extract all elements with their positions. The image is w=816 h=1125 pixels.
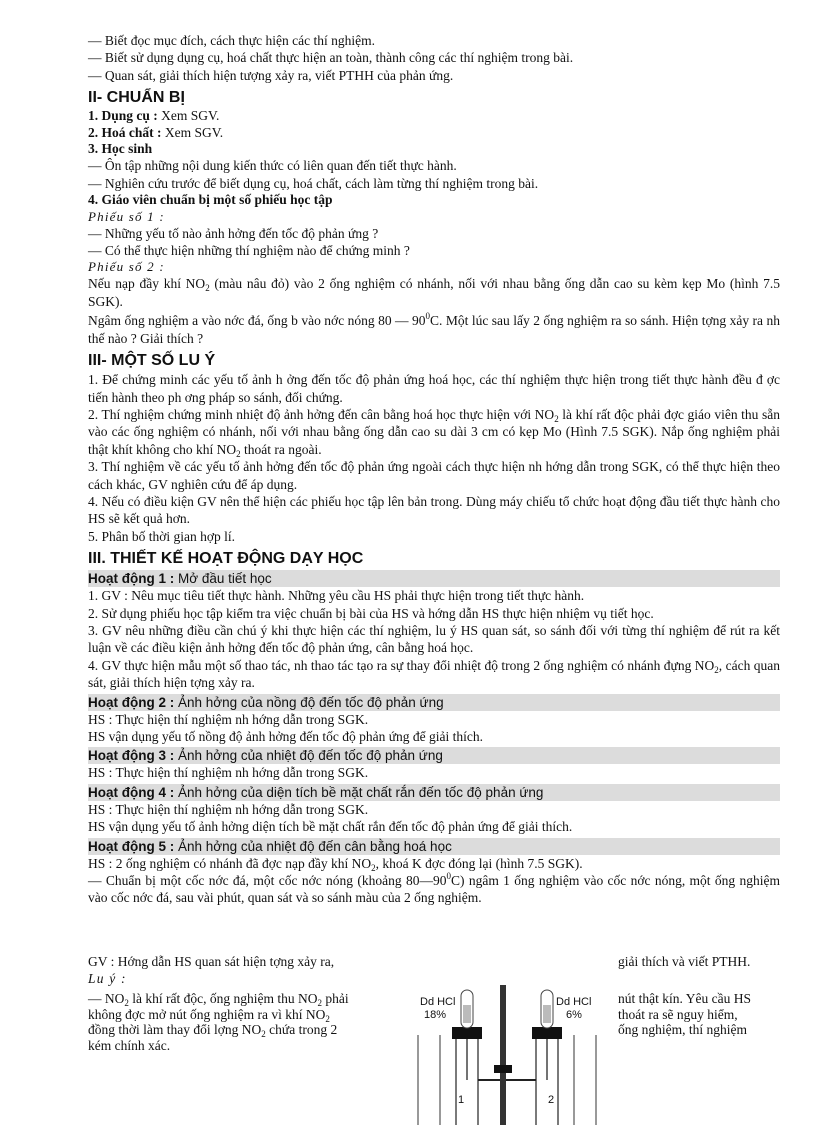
label-tube-1: 1	[458, 1094, 465, 1106]
activity-1-p2: 2. Sử dụng phiếu học tập kiểm tra việc chuẩn bị bài của HS và hớng dẫn HS thực hiện nhiệm vụ tiết học.	[88, 605, 654, 621]
dropper-right-bulb	[543, 1005, 551, 1023]
worksheet-2-label: Phiếu số 2 :	[88, 259, 165, 275]
wrapped-right-line-3: ống nghiệm, thí nghiệm	[618, 1022, 747, 1037]
note-2: 2. Thí nghiệm chứng minh nhiệt độ ảnh hởng đến cân bằng hoá học thực hiện với $NO_2$ là khí rất độc phải đợc giáo viên thu sẵn vào các ống nghiệm có nhánh, nối với nhau bằng ống dẫn cao su dài 3 cm có kẹp Mo (Hình 7.5 SGK). Nắp ống nghiệm phải thật khít không cho khí $NO_2$ thoát ra ngoài.	[88, 406, 780, 459]
note-4: 4. Nếu có điều kiện GV nên thể hiện các phiếu học tập lên bản trong. Dùng máy chiếu tổ chức hoạt động đầu tiết thực hành cho HS sẽ kết quả hơn.	[88, 493, 780, 527]
wrapped-left-line-4: kém chính xác.	[88, 1037, 171, 1053]
note-1: 1. Để chứng minh các yếu tố ảnh h ởng đến tốc độ phản ứng hoá học, các thí nghiệm thực hiện trong tiết thực hành đều đ ợc tiến hành theo ph ơng pháp so sánh, đối chứng.	[88, 372, 780, 405]
activity-1-p3: 3. GV nêu những điều cần chú ý khi thực hiện các thí nghiệm, lu ý HS quan sát, so sánh đối với từng thí nghiệm để rút ra kết luận về các điều kiện ảnh hởng đến tốc độ phản ứng, cân bằng hoá học.	[88, 622, 780, 656]
activity-3-header: Hoạt động 3 : Ảnh hởng của nhiệt độ đến tốc độ phản ứng	[88, 747, 780, 764]
activity-2-p1: HS : Thực hiện thí nghiệm nh hớng dẫn trong SGK.	[88, 711, 369, 727]
stopper-right	[532, 1027, 562, 1039]
section-4-title: III. THIẾT KẾ HOẠT ĐỘNG DẠY HỌC	[88, 550, 364, 568]
activity-5-header: Hoạt động 5 : Ảnh hởng của nhiệt độ đến cân bằng hoá học	[88, 838, 780, 855]
prep-item-3: 3. Học sinh	[88, 141, 153, 157]
intro-line-2: — Biết sử dụng dụng cụ, hoá chất thực hiện an toàn, thành công các thí nghiệm trong bài.	[88, 50, 574, 66]
stand-clamp	[494, 1065, 512, 1073]
activity-4-p1: HS : Thực hiện thí nghiệm nh hớng dẫn trong SGK.	[88, 801, 369, 817]
label-left-reagent: Dd HCl	[420, 996, 456, 1008]
activity-5-p1: HS : 2 ống nghiệm có nhánh đã đợc nạp đầy khí $NO_2$, khoá K đợc đóng lại (hình 7.5 SGK).	[88, 855, 583, 873]
hs-prep-1: — Ôn tập những nội dung kiến thức có liên quan đến tiết thực hành.	[88, 158, 457, 174]
dropper-left-bulb	[463, 1005, 471, 1023]
stand-rod	[500, 985, 506, 1125]
wrapped-right-line-2: thoát ra sẽ nguy hiểm,	[618, 1006, 738, 1022]
activity-4-header: Hoạt động 4 : Ảnh hởng của diện tích bề mặt chất rắn đến tốc độ phản ứng	[88, 784, 780, 801]
worksheet-1-label: Phiếu số 1 :	[88, 208, 165, 224]
left-container	[418, 1035, 440, 1125]
wrapped-right-line-1: nút thật kín. Yêu cầu HS	[618, 991, 751, 1006]
wrapped-right-text	[618, 991, 780, 1038]
intro-line-3: — Quan sát, giải thích hiện tượng xảy ra, viết PTHH của phản ứng.	[88, 67, 454, 83]
label-left-percent: 18%	[424, 1009, 447, 1021]
activity-1-p1: 1. GV : Nêu mục tiêu tiết thực hành. Những yêu cầu HS phải thực hiện trong tiết thực hành.	[88, 588, 585, 604]
gv-instruction-right: giải thích và viết PTHH.	[618, 954, 751, 969]
note-5: 5. Phân bố thời gian hợp lí.	[88, 528, 236, 544]
activity-4-p2: HS vận dụng yếu tố ảnh hởng diện tích bề mặt chất rắn đến tốc độ phản ứng để giải thích.	[88, 819, 573, 835]
note-3: 3. Thí nghiệm về các yếu tố ảnh hởng đến tốc độ phản ứng ngoài cách thực hiện nh hớng dẫn trong SGK, có thể thực hiện theo cách khác, GV nghiên cứu để áp dụng.	[88, 459, 780, 492]
wrapped-left-line-3: đồng thời làm thay đổi lợng $NO_2$ chứa trong 2	[88, 1022, 338, 1039]
gv-instruction-left: GV : Hớng dẫn HS quan sát hiện tợng xảy ra,	[88, 954, 335, 969]
worksheet-1-q2: — Có thể thực hiện những thí nghiệm nào để chứng minh ?	[88, 243, 410, 259]
document-page	[88, 32, 780, 907]
section-2-title: II- CHUẨN BỊ	[88, 89, 185, 107]
label-right-percent: 6%	[566, 1009, 582, 1021]
wrapped-left-line-1: — $NO_2$ là khí rất độc, ống nghiệm thu $NO_2$ phải	[88, 991, 349, 1008]
worksheet-2-p2: Ngâm ống nghiệm a vào nớc đá, ống b vào nớc nóng 80 — $90^0C$. Một lúc sau lấy 2 ống nghiệm ra so sánh. Hiện tợng xảy ra nh thế nào ? Giải thích ?	[88, 311, 780, 346]
activity-1-header: Hoạt động 1 : Mở đầu tiết học	[88, 570, 780, 587]
prep-item-1: 1. Dụng cụ : Xem SGV.	[88, 108, 220, 124]
activity-5-p2: — Chuẩn bị một cốc nớc đá, một cốc nớc nóng (khoảng $80—90^0C$) ngâm 1 ống nghiệm vào cốc nớc nóng, một ống nghiệm vào cốc nớc đá, sau vài phút, quan sát và so sánh màu của 2 ống nghiệm.	[88, 871, 780, 906]
stopper-left	[452, 1027, 482, 1039]
wrapped-left-line-2: không đợc mở nút ống nghiệm ra vì khí $NO_2$	[88, 1006, 330, 1024]
activity-3-p1: HS : Thực hiện thí nghiệm nh hớng dẫn trong SGK.	[88, 765, 369, 781]
prep-item-4: 4. Giáo viên chuẩn bị một số phiếu học tập	[88, 192, 333, 208]
right-container	[574, 1035, 596, 1125]
hs-prep-2: — Nghiên cứu trước để biết dụng cụ, hoá chất, cách làm từng thí nghiệm trong bài.	[88, 175, 539, 191]
apparatus-figure	[408, 985, 604, 1125]
note-label: Lu ý :	[88, 971, 127, 986]
wrapped-left-text	[88, 991, 402, 1053]
activity-2-header: Hoạt động 2 : Ảnh hởng của nồng độ đến tốc độ phản ứng	[88, 694, 780, 711]
worksheet-2-p1: Nếu nạp đầy khí $NO_2$ (màu nâu đỏ) vào 2 ống nghiệm có nhánh, nối với nhau bằng ống dẫn cao su kèm kẹp Mo (hình 7.5 SGK).	[88, 276, 780, 309]
label-right-reagent: Dd HCl	[556, 996, 592, 1008]
activity-1-p4: 4. GV thực hiện mẫu một số thao tác, nh thao tác tạo ra sự thay đổi nhiệt độ trong 2 ống nghiệm có nhánh đựng $NO_2$, cách quan sát, giải thích hiện tợng xảy ra.	[88, 657, 781, 691]
label-tube-2: 2	[548, 1094, 555, 1106]
prep-item-2: 2. Hoá chất : Xem SGV.	[88, 124, 224, 140]
worksheet-1-q1: — Những yếu tố nào ảnh hởng đến tốc độ phản ứng ?	[88, 225, 379, 241]
intro-line-1: — Biết đọc mục đích, cách thực hiện các thí nghiệm.	[88, 33, 375, 48]
activity-2-p2: HS vận dụng yếu tố nồng độ ảnh hởng đến tốc độ phản ứng để giải thích.	[88, 729, 484, 744]
section-3-title: III- MỘT SỐ LU Ý	[88, 352, 216, 370]
